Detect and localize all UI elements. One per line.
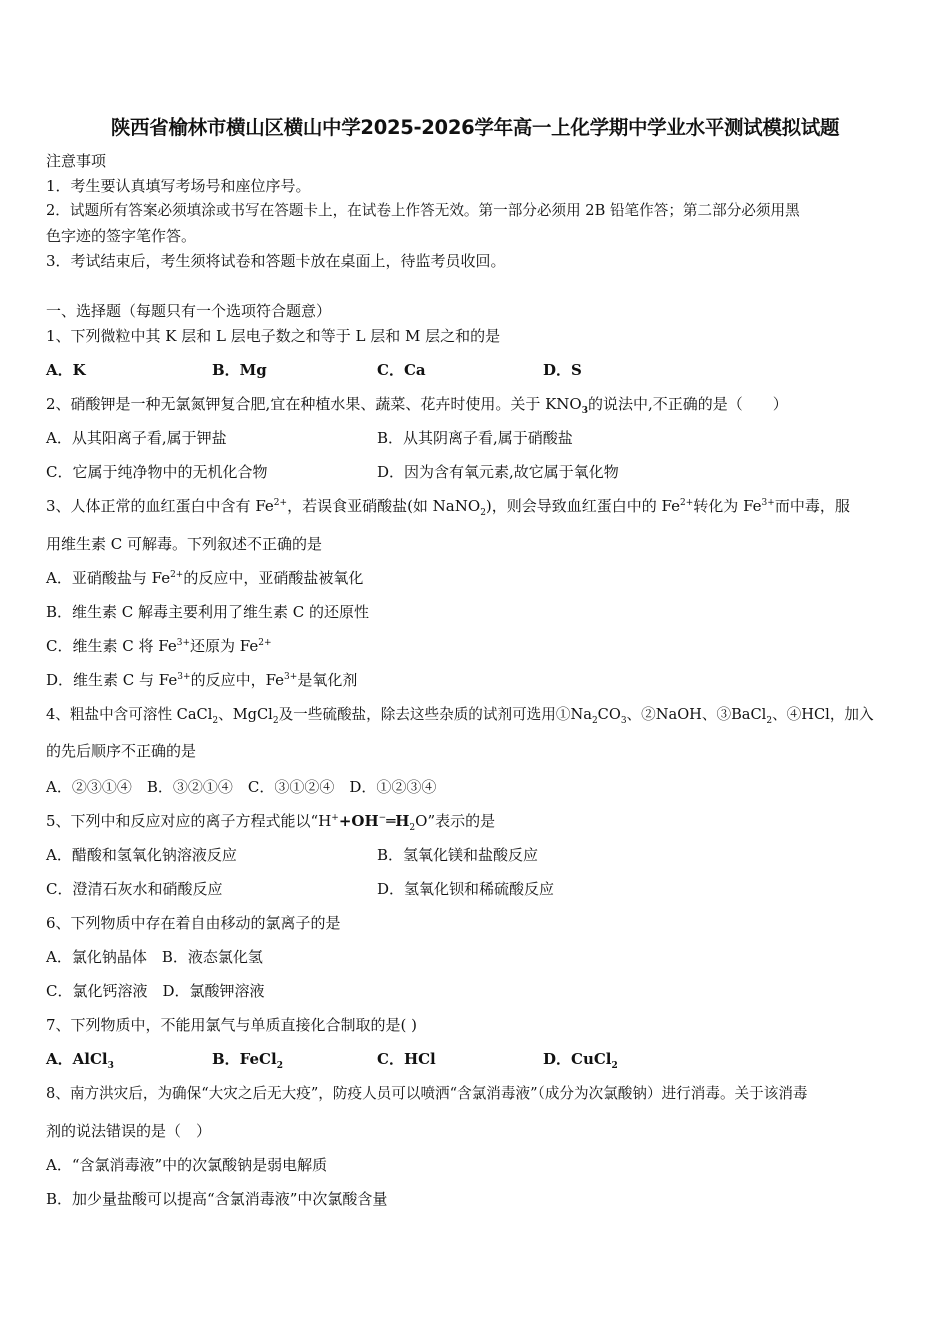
q7-option-c: C．HCl <box>377 1050 436 1068</box>
q3-l1-sup3: 3+ <box>761 498 775 508</box>
question-4-stem-line2: 的先后顺序不正确的是 <box>46 742 197 760</box>
q4-l1-s3: 2 <box>591 715 598 726</box>
question-6-options-row2: C．氯化钙溶液 D．氯酸钾溶液 <box>46 982 265 1000</box>
q5-stem-sub: 2 <box>409 823 416 833</box>
q4-l1-d: CO <box>597 706 621 723</box>
q3-opt-d-text3: 是氧化剂 <box>297 671 358 689</box>
q4-l1-s1: 2 <box>212 715 219 726</box>
question-6-options-row1: A．氯化钠晶体 B．液态氯化氢 <box>46 948 263 966</box>
q3-opt-a-text2: 的反应中，亚硝酸盐被氧化 <box>183 569 364 587</box>
q3-l1-sup2: 2+ <box>680 498 694 508</box>
question-1-stem: 1、下列微粒中其 K 层和 L 层电子数之和等于 L 层和 M 层之和的是 <box>46 327 501 345</box>
q7-opt-d-text: D．CuCl <box>543 1050 612 1068</box>
q5-stem-c: ═H <box>386 812 410 830</box>
q5-stem-sup1: + <box>331 813 339 823</box>
q5-stem-sup2: − <box>378 813 387 823</box>
notice-heading: 注意事项 <box>46 152 107 170</box>
question-4-stem-line1 <box>46 705 874 725</box>
q2-stem-sub: 3 <box>581 406 588 416</box>
q3-opt-d-sup2: 3+ <box>284 672 298 682</box>
q3-opt-a-sup: 2+ <box>170 570 184 580</box>
q5-stem-b: +OH <box>338 812 379 830</box>
q7-opt-b-sub: 2 <box>276 1061 283 1071</box>
q3-option-a <box>46 568 363 588</box>
q3-l1-sup1: 2+ <box>273 498 288 508</box>
notice-item-3: 3．考试结束后，考生须将试卷和答题卡放在桌面上，待监考员收回。 <box>46 252 506 270</box>
q2-stem-text-b: 的说法中,不正确的是（ ） <box>587 395 788 413</box>
q3-opt-c-sup2: 2+ <box>258 638 272 648</box>
q3-option-b: B．维生素 C 解毒主要利用了维生素 C 的还原性 <box>46 603 370 621</box>
q7-option-a <box>46 1049 114 1069</box>
q5-option-b: B．氢氧化镁和盐酸反应 <box>377 846 539 864</box>
q2-option-c: C．它属于纯净物中的无机化合物 <box>46 463 268 481</box>
q4-l1-s4: 3 <box>620 715 627 726</box>
q5-option-d: D．氢氧化钡和稀硫酸反应 <box>377 880 555 898</box>
q3-option-c <box>46 636 272 656</box>
q4-l1-s2: 2 <box>272 715 279 726</box>
q8-option-b: B．加少量盐酸可以提高“含氯消毒液”中次氯酸含量 <box>46 1190 388 1208</box>
q3-l1-a: 3、人体正常的血红蛋白中含有 Fe <box>46 497 274 515</box>
q2-option-b: B．从其阴离子看,属于硝酸盐 <box>377 429 573 447</box>
q1-option-b: B．Mg <box>212 361 267 379</box>
q3-l1-b: ，若误食亚硝酸盐(如 NaNO <box>287 497 481 515</box>
q1-option-c: C．Ca <box>377 361 426 379</box>
q3-option-d <box>46 670 357 690</box>
q3-l1-c: )，则会导致血红蛋白中的 Fe <box>485 497 681 515</box>
q7-opt-b-text: B．FeCl <box>212 1050 277 1068</box>
question-5-stem <box>46 811 495 831</box>
q8-option-a: A．“含氯消毒液”中的次氯酸钠是弱电解质 <box>46 1156 328 1174</box>
q3-l1-d: 转化为 Fe <box>693 497 762 515</box>
q4-l1-c: 及一些硫酸盐，除去这些杂质的试剂可选用①Na <box>278 706 592 723</box>
q3-opt-c-text2: 还原为 Fe <box>190 637 259 655</box>
q7-opt-d-sub: 2 <box>611 1061 618 1071</box>
q2-option-d: D．因为含有氧元素,故它属于氧化物 <box>377 463 619 481</box>
q7-option-d <box>543 1049 618 1069</box>
question-8-stem-line1: 8、南方洪灾后，为确保“大灾之后无大疫”，防疫人员可以喷洒“含氯消毒液”（成分为次氯酸钠）进行消毒。关于该消毒 <box>46 1085 808 1102</box>
q5-option-c: C．澄清石灰水和硝酸反应 <box>46 880 223 898</box>
q3-opt-d-sup1: 3+ <box>177 672 191 682</box>
section-heading: 一、选择题（每题只有一个选项符合题意） <box>46 302 332 320</box>
q7-option-b <box>212 1049 283 1069</box>
q2-option-a: A．从其阳离子看,属于钾盐 <box>46 429 227 447</box>
q4-l1-b: 、MgCl <box>218 706 273 723</box>
q3-opt-c-text: C．维生素 C 将 Fe <box>46 637 177 655</box>
q3-opt-c-sup1: 3+ <box>176 638 191 648</box>
q3-opt-d-text2: 的反应中，Fe <box>190 671 285 689</box>
question-7-stem: 7、下列物质中，不能用氯气与单质直接化合制取的是( ) <box>46 1016 418 1034</box>
q1-option-d: D．S <box>543 361 582 379</box>
q5-option-a: A．醋酸和氢氧化钠溶液反应 <box>46 846 237 864</box>
q3-opt-a-text: A．亚硝酸盐与 Fe <box>46 569 171 587</box>
q4-l1-e: 、②NaOH、③BaCl <box>626 706 767 723</box>
q3-l1-e: 而中毒，服 <box>774 497 850 515</box>
notice-item-1: 1．考生要认真填写考场号和座位序号。 <box>46 177 311 195</box>
q7-opt-a-sub: 3 <box>107 1061 114 1071</box>
notice-item-2: 2．试题所有答案必须填涂或书写在答题卡上，在试卷上作答无效。第一部分必须用 2B 铅笔作答；第二部分必须用黑 <box>46 202 800 219</box>
question-4-options: A．②③①④ B．③②①④ C．③①②④ D．①②③④ <box>46 778 437 796</box>
q1-option-a: A．K <box>46 361 86 379</box>
q5-stem-d: O”表示的是 <box>415 812 496 830</box>
question-3-stem-line2: 用维生素 C 可解毒。下列叙述不正确的是 <box>46 535 323 553</box>
question-8-stem-line2: 剂的说法错误的是（ ） <box>46 1122 212 1140</box>
q3-l1-sub: 2 <box>480 508 486 518</box>
notice-item-2-cont: 色字迹的签字笔作答。 <box>46 227 197 245</box>
question-2-stem <box>46 394 788 414</box>
q7-opt-a-text: A．AlCl <box>46 1050 108 1068</box>
q3-opt-d-text: D．维生素 C 与 Fe <box>46 671 178 689</box>
q5-stem-a: 5、下列中和反应对应的离子方程式能以“H <box>46 812 332 830</box>
q4-l1-a: 4、粗盐中含可溶性 CaCl <box>46 706 213 723</box>
exam-title: 陕西省榆林市横山区横山中学2025-2026学年高一上化学期中学业水平测试模拟试题 <box>110 116 840 139</box>
q4-l1-s5: 2 <box>766 715 773 726</box>
q4-l1-f: 、④HCl，加入 <box>772 706 874 723</box>
question-6-stem: 6、下列物质中存在着自由移动的氯离子的是 <box>46 914 341 932</box>
q2-stem-text-a: 2、硝酸钾是一种无氯氮钾复合肥,宜在种植水果、蔬菜、花卉时使用。关于 KNO <box>46 395 582 413</box>
question-3-stem-line1 <box>46 496 850 516</box>
